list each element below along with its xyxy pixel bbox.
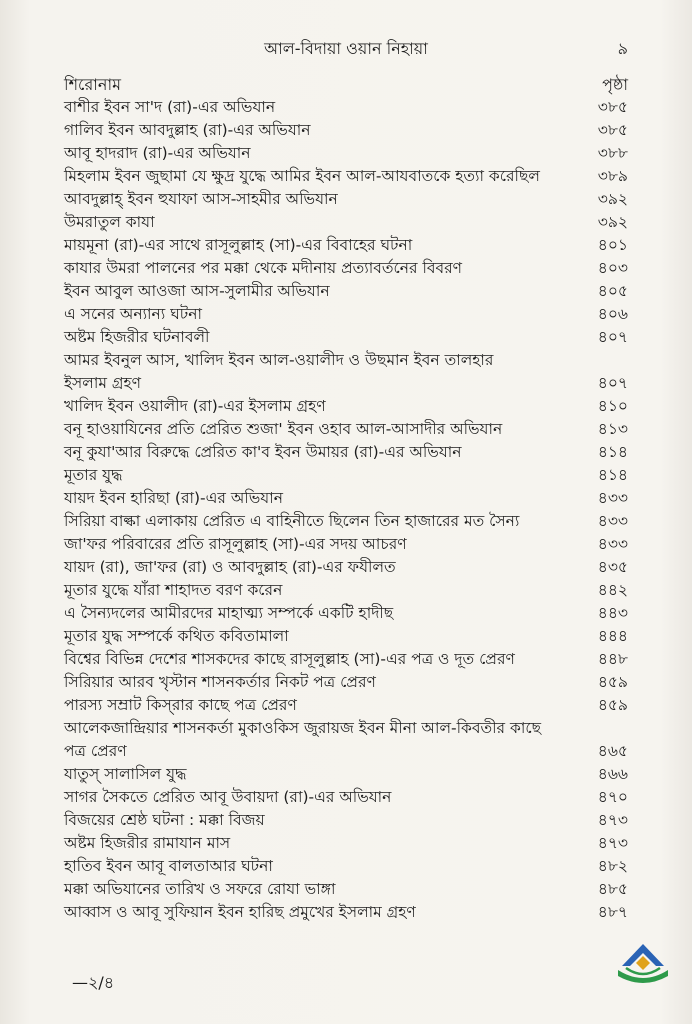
entry-page-number: ৪১৩ <box>597 420 628 438</box>
entry-title: ইবন আবুল আওজা আস-সুলামীর অভিযান <box>64 282 330 300</box>
toc-entry <box>64 464 628 487</box>
entry-title: যায়দ ইবন হারিছা (রা)-এর অভিযান <box>64 489 283 507</box>
entry-page-number: ৪৫৯ <box>597 673 628 691</box>
entry-page-number: ৩৮৯ <box>597 167 628 185</box>
toc-entry <box>64 510 628 533</box>
entry-page-number: ৪৩৩ <box>597 535 628 553</box>
entry-page-number: ৪৩৫ <box>597 558 628 576</box>
entry-title: আলেকজান্দ্রিয়ার শাসনকর্তা মুকাওকিস জুরায়জ ইবন মীনা আল-কিবতীর কাছে <box>64 719 541 737</box>
toc-entry <box>64 441 628 464</box>
entry-page-number: ৪৫৯ <box>597 696 628 714</box>
entry-page-number: ৪৮৭ <box>597 903 628 921</box>
entry-page-number: ৪০৭ <box>597 328 628 346</box>
toc-entry <box>64 717 628 763</box>
entry-page-number: ৪১৪ <box>597 466 628 484</box>
entry-title: হাতিব ইবন আবূ বালতাআর ঘটনা <box>64 857 273 875</box>
entry-title: বিশ্বের বিভিন্ন দেশের শাসকদের কাছে রাসূলুল্লাহ (সা)-এর পত্র ও দূত প্রেরণ <box>64 650 515 668</box>
toc-entry <box>64 602 628 625</box>
entry-page-number: ৪০৫ <box>597 282 628 300</box>
toc-entry <box>64 257 628 280</box>
entry-page-number: ৪৪৪ <box>597 627 628 645</box>
entry-title: মিহলাম ইবন জুছামা যে ক্ষুদ্র যুদ্ধে আমির ইবন আল-আযবাতকে হত্যা করেছিল <box>64 167 540 185</box>
toc-entry <box>64 96 628 119</box>
entry-page-number: ৪৭৩ <box>597 811 628 829</box>
entry-title: কাযার উমরা পালনের পর মক্কা থেকে মদীনায় প্রত্যাবর্তনের বিবরণ <box>64 259 463 277</box>
toc-entry <box>64 763 628 786</box>
entry-title: মায়মূনা (রা)-এর সাথে রাসূলুল্লাহ (সা)-এর বিবাহের ঘটনা <box>64 236 413 254</box>
entry-title: উমরাতুল কাযা <box>64 213 155 231</box>
toc-entry <box>64 349 628 395</box>
entry-page-number: ৪৭০ <box>597 788 628 806</box>
toc-entry <box>64 786 628 809</box>
entry-page-number: ৪১৪ <box>597 443 628 461</box>
entry-page-number: ৪০১ <box>597 236 628 254</box>
column-headings <box>64 72 628 96</box>
entry-page-number: ৪৪৮ <box>597 650 628 668</box>
entry-page-number: ৩৯২ <box>597 213 628 231</box>
toc-entry <box>64 234 628 257</box>
entry-page-number: ৪০৬ <box>597 305 628 323</box>
toc-entry <box>64 142 628 165</box>
toc-entry <box>64 487 628 510</box>
entry-page-number: ৪১০ <box>597 397 628 415</box>
entry-page-number: ৪৪২ <box>597 581 628 599</box>
toc-entry <box>64 855 628 878</box>
entry-title: বনূ কুযা'আর বিরুদ্ধে প্রেরিত কা'ব ইবন উমায়র (রা)-এর অভিযান <box>64 443 462 461</box>
entry-page-number: ৪৬৬ <box>597 765 628 783</box>
entry-title: অষ্টম হিজরীর ঘটনাবলী <box>64 328 210 346</box>
entry-title: সিরিয়া বাল্কা এলাকায় প্রেরিত এ বাহিনীতে ছিলেন তিন হাজারের মত সৈন্য <box>64 512 520 530</box>
entry-page-number: ৩৮৫ <box>597 98 628 116</box>
page-column-heading: পৃষ্ঠা <box>602 75 628 94</box>
entry-title: বনূ হাওয়াযিনের প্রতি প্রেরিত শুজা' ইবন ওহাব আল-আসাদীর অভিযান <box>64 420 503 438</box>
book-title: আল-বিদায়া ওয়ান নিহায়া <box>264 39 428 58</box>
entry-page-number: ৪৮২ <box>597 857 628 875</box>
entry-title: মূতার যুদ্ধে যাঁরা শাহাদত বরণ করেন <box>64 581 283 599</box>
toc-entry <box>64 418 628 441</box>
entry-title: বিজয়ের শ্রেষ্ঠ ঘটনা : মক্কা বিজয় <box>64 811 265 829</box>
toc-entry <box>64 303 628 326</box>
entry-page-number: ৪৩৩ <box>597 489 628 507</box>
toc-entry <box>64 119 628 142</box>
entry-title: বাশীর ইবন সা'দ (রা)-এর অভিযান <box>64 98 276 116</box>
publisher-logo-icon <box>612 942 674 986</box>
toc-entry <box>64 326 628 349</box>
entry-page-number: ৪৩৩ <box>597 512 628 530</box>
entry-title-continuation: ইসলাম গ্রহণ <box>64 374 142 392</box>
entry-title: যায়দ (রা), জা'ফর (রা) ও আবদুল্লাহ (রা)-এর ফযীলত <box>64 558 396 576</box>
page-number: ৯ <box>617 39 628 58</box>
toc-entry <box>64 625 628 648</box>
toc-entry <box>64 165 628 188</box>
toc-entry <box>64 648 628 671</box>
entry-title: পারস্য সম্রাট কিস্‌রার কাছে পত্র প্রেরণ <box>64 696 297 714</box>
toc-entry <box>64 579 628 602</box>
toc-entry <box>64 395 628 418</box>
toc-entry <box>64 832 628 855</box>
toc-entry <box>64 671 628 694</box>
entry-page-number: ৩৮৮ <box>597 144 628 162</box>
toc-entry <box>64 280 628 303</box>
entry-title: আবূ হাদরাদ (রা)-এর অভিযান <box>64 144 251 162</box>
table-of-contents <box>64 96 628 924</box>
toc-entry <box>64 694 628 717</box>
toc-entry <box>64 878 628 901</box>
toc-entry <box>64 533 628 556</box>
toc-entry <box>64 809 628 832</box>
entry-page-number: ৪০৭ <box>597 374 628 392</box>
entry-title: সিরিয়ার আরব খৃস্টান শাসনকর্তার নিকট পত্র প্রেরণ <box>64 673 376 691</box>
entry-title: এ সৈন্যদলের আমীরদের মাহাত্ম্য সম্পর্কে একটি হাদীছ <box>64 604 394 622</box>
entry-title: জা'ফর পরিবারের প্রতি রাসূলুল্লাহ (সা)-এর সদয় আচরণ <box>64 535 407 553</box>
title-column-heading: শিরোনাম <box>64 75 121 94</box>
toc-entry <box>64 901 628 924</box>
entry-title: আব্বাস ও আবূ সুফিয়ান ইবন হারিছ প্রমুখের ইসলাম গ্রহণ <box>64 903 416 921</box>
toc-entry <box>64 188 628 211</box>
entry-page-number: ৪৬৫ <box>597 742 628 760</box>
signature-mark: —২/৪ <box>72 973 115 992</box>
entry-page-number: ৪৮৫ <box>597 880 628 898</box>
entry-title: এ সনের অন্যান্য ঘটনা <box>64 305 202 323</box>
entry-title: মক্কা অভিযানের তারিখ ও সফরে রোযা ভাঙ্গা <box>64 880 336 898</box>
entry-page-number: ৪০৩ <box>597 259 628 277</box>
entry-page-number: ৪৭৩ <box>597 834 628 852</box>
entry-title: খালিদ ইবন ওয়ালীদ (রা)-এর ইসলাম গ্রহণ <box>64 397 326 415</box>
entry-title: আবদুল্লাহ্ ইবন হুযাফা আস-সাহমীর অভিযান <box>64 190 338 208</box>
entry-title: সাগর সৈকতে প্রেরিত আবূ উবায়দা (রা)-এর অভিযান <box>64 788 392 806</box>
toc-entry <box>64 556 628 579</box>
entry-title: আমর ইবনুল আস, খালিদ ইবন আল-ওয়ালীদ ও উছমান ইবন তালহার <box>64 351 494 369</box>
entry-title: অষ্টম হিজরীর রামাযান মাস <box>64 834 231 852</box>
entry-title-continuation: পত্র প্রেরণ <box>64 742 127 760</box>
entry-page-number: ৪৪৩ <box>597 604 628 622</box>
entry-title: মূতার যুদ্ধ সম্পর্কে কথিত কবিতামালা <box>64 627 289 645</box>
entry-title: মূতার যুদ্ধ <box>64 466 123 484</box>
entry-page-number: ৩৮৫ <box>597 121 628 139</box>
entry-page-number: ৩৯২ <box>597 190 628 208</box>
entry-title: গালিব ইবন আবদুল্লাহ (রা)-এর অভিযান <box>64 121 311 139</box>
entry-title: যাতুস্ সালাসিল যুদ্ধ <box>64 765 187 783</box>
running-header <box>0 36 692 60</box>
toc-entry <box>64 211 628 234</box>
